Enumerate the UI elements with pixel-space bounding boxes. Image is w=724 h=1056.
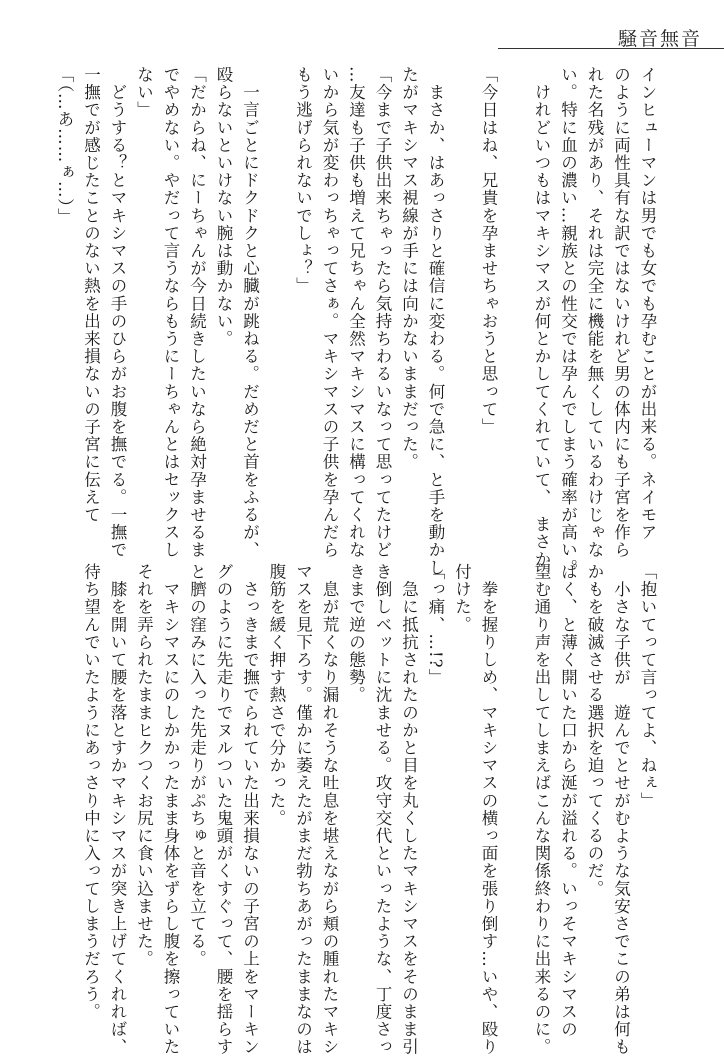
text-line: でやめない。やだって言うならもうにーちゃんとはセックスし	[161, 66, 180, 559]
text-line: 「だからね、にーちゃんが今日続きしたいなら絶対孕ませるま	[187, 66, 207, 559]
text-block-lower	[81, 563, 660, 1056]
text-line: かもを破滅させる選択を迫ってくるのだ。	[585, 563, 604, 898]
text-line: 付けた。	[452, 563, 472, 634]
text-line: …友達も子供も増えて兄ちゃん全然マキシマスに構ってくれな	[346, 66, 366, 559]
text-line: 殴らないといけない腕は動かない。	[214, 66, 233, 348]
text-line: 小さな子供が 遊んでとせがむような気安さでこの弟は何も	[611, 563, 631, 1056]
text-line: 膝を開いて腰を落とすかマキシマスが突き上げてくれれば、	[108, 563, 127, 1056]
text-line: 「っ痛、…!?」	[426, 563, 445, 687]
paragraph-gap	[263, 66, 290, 528]
paragraph-gap	[448, 66, 475, 528]
paragraph-gap	[501, 66, 528, 528]
paragraph-gap	[501, 563, 528, 1025]
text-line: それを弄られたままヒクつくお尻に食い込ませた。	[134, 563, 154, 968]
text-line: 「今日はね、兄貴を孕ませちゃおうと思って」	[479, 66, 498, 436]
text-line: どうする？とマキシマスの手のひらがお腹を撫でる。一撫で	[108, 66, 127, 559]
running-header-title: 騒音無音	[617, 28, 702, 50]
text-line: 望む通り声を出してしまえばこんな関係終わりに出来るのに。	[532, 563, 551, 1056]
text-line: 「今まで子供出来ちゃったら気持ちわるいなって思ってたけど	[373, 66, 392, 559]
text-line: ない」	[134, 66, 154, 119]
text-line: 急に抵抗されたのかと目を丸くしたマキシマスをそのまま引	[399, 563, 419, 1056]
text-line: 拳を握りしめ、マキシマスの横っ面を張り倒す…いや、殴り	[479, 563, 498, 1056]
text-line: インヒューマンは男でも女でも孕むことが出来る。ネイモア	[638, 66, 657, 542]
text-line: 腹筋を緩く押す熱さで分かった。	[267, 563, 286, 827]
text-line: きまで逆の態勢。	[346, 563, 366, 704]
header-rule	[498, 48, 724, 49]
text-line: 「抱いてって言ってよ、ねぇ」	[638, 563, 657, 810]
text-line: いから気が変わっちゃってさぁ。マキシマスの子供を孕んだら	[320, 66, 339, 559]
text-line: もう逃げられないでしょ？」	[293, 66, 313, 295]
text-line: けれどいつもはマキシマスが何とかしてくれていて、 まさか	[532, 66, 551, 569]
text-block-upper	[55, 66, 660, 577]
text-line: き倒しベットに沈ませる。攻守交代といったような、丁度さっ	[373, 563, 392, 1056]
text-line: と臍の窪みに入った先走りがぷちゅと音を立てる。	[187, 563, 207, 968]
text-line: 一撫でが感じたことのない熱を出来損ないの子宮に伝えて	[81, 66, 101, 524]
text-line: 「（…あ……ぁ…）」	[55, 66, 74, 226]
text-line: マキシマスにのしかかったまま身体をずらし腹を擦っていた	[161, 563, 180, 1056]
text-line: まさか、はあっさりと確信に変わる。何で急に、と手を動かし	[426, 66, 445, 577]
text-line: れた名残があり、それは完全に機能を無くしているわけじゃな	[585, 66, 604, 559]
text-line: 一言ごとにドクドクと心臓が跳ねる。だめだと首をふるが、	[240, 66, 260, 559]
text-line: い。特に血の濃い…親族との性交では孕んでしまう確率が高い。	[558, 66, 578, 577]
text-line: グのように先走りでヌルついた鬼頭がくすぐって、腰を揺らす	[214, 563, 233, 1056]
text-line: さっきまで撫でられていた出来損ないの子宮の上をマーキン	[240, 563, 260, 1056]
text-line: ぱく、と薄く開いた口から涎が溢れる。いっそマキシマスの	[558, 563, 578, 1039]
text-line: 待ち望んでいたようにあっさり中に入ってしまうだろう。	[81, 563, 101, 1021]
text-line: 息が荒くなり漏れそうな吐息を堪えながら頬の腫れたマキシ	[320, 563, 339, 1056]
text-line: たがマキシマス視線が手には向かないままだった。	[399, 66, 419, 471]
text-line: のように両性具有な訳ではないけれど男の体内にも子宮を作ら	[611, 66, 631, 559]
text-line: マスを見下ろす。僅かに萎えたがまだ勃ちあがったままなのは	[293, 563, 313, 1056]
